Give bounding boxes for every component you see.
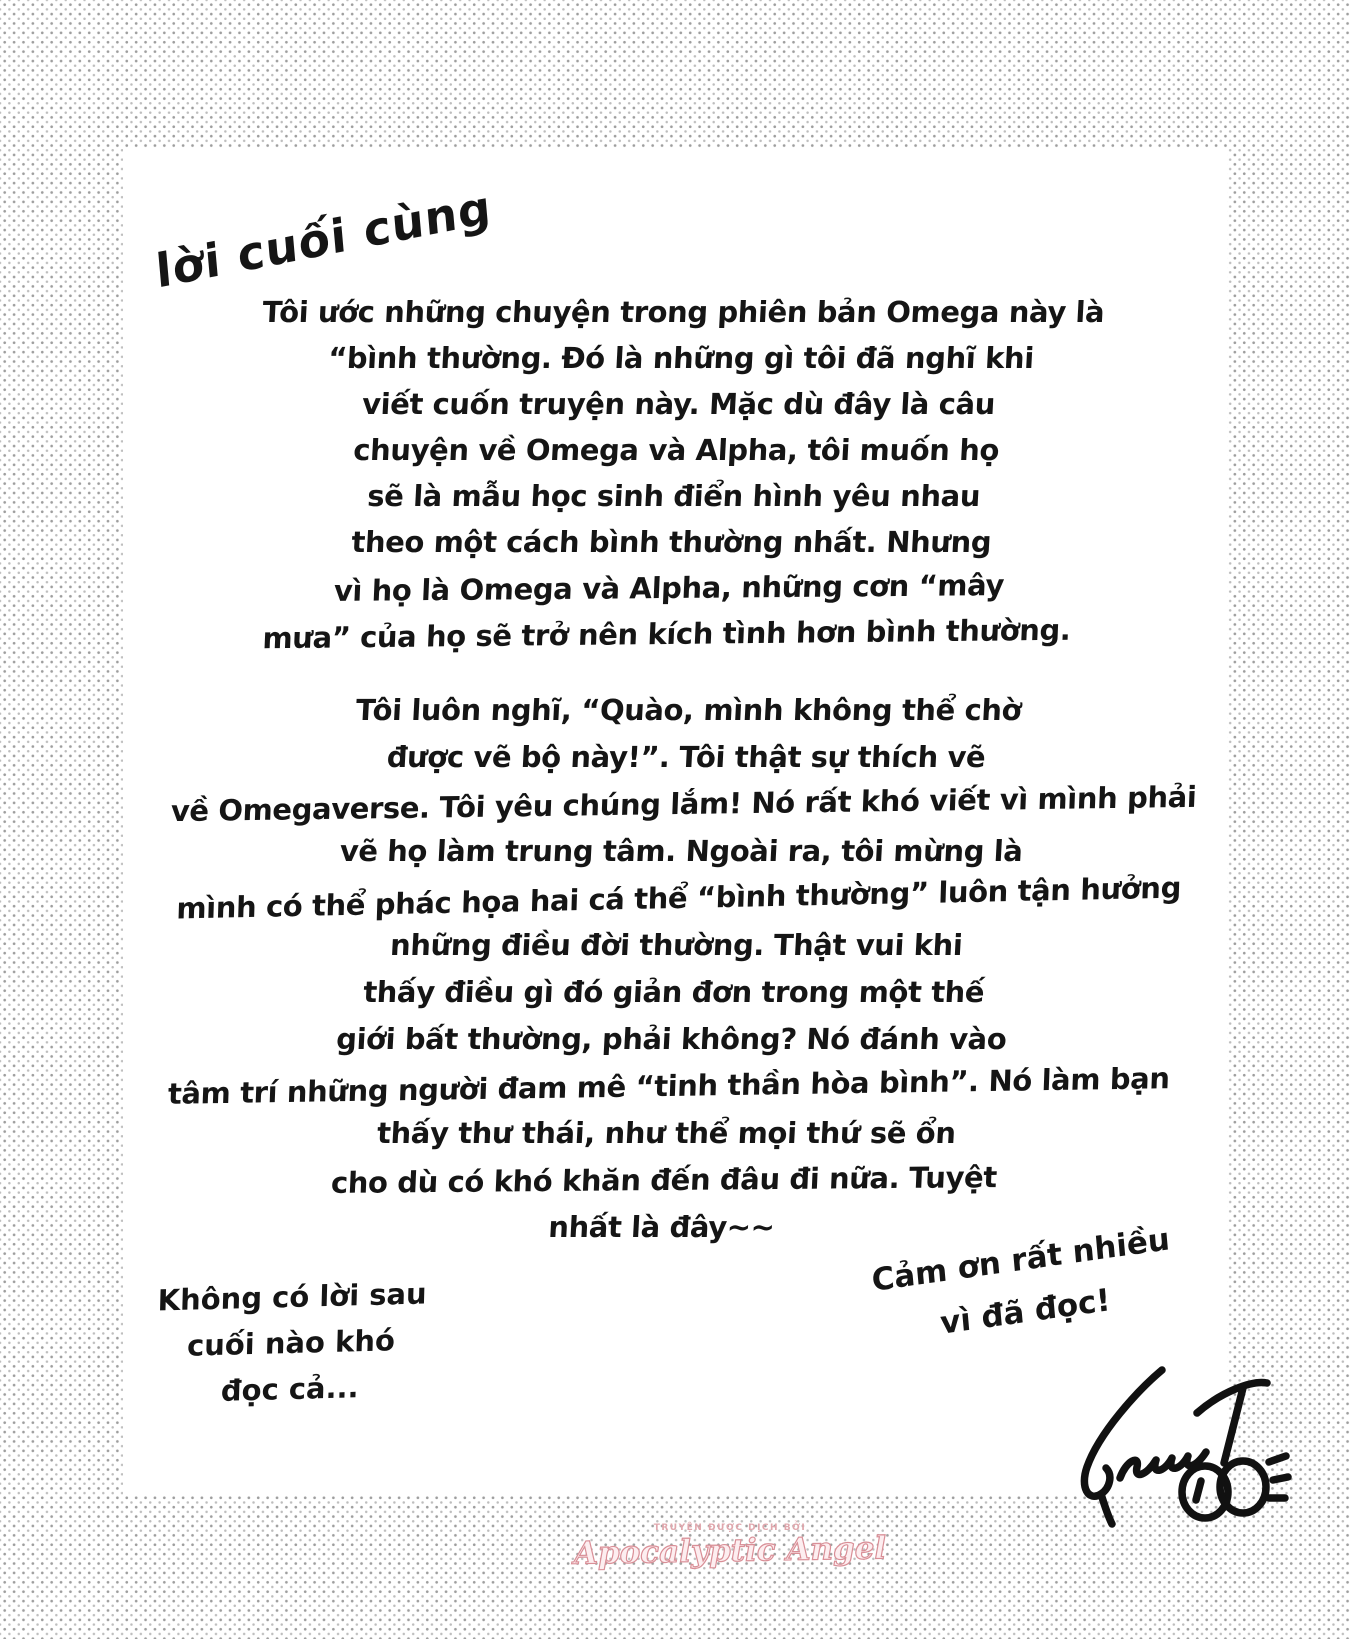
afterword-line: cho dù có khó khăn đến đâu đi nữa. Tuyệt <box>330 1160 998 1200</box>
afterword-paragraph-2 <box>108 687 1242 1251</box>
signature-handwriting-icon <box>1005 1315 1305 1530</box>
afterword-line: chuyện về Omega và Alpha, tôi muốn họ <box>352 433 1000 467</box>
afterword-line: vẽ họ làm trung tâm. Ngoài ra, tôi mừng là <box>338 834 1024 868</box>
afterword-line: mưa” của họ sẽ trở nên kích tình hơn bình thường. <box>261 612 1072 656</box>
afterword-line: thấy thư thái, như thể mọi thứ sẽ ổn <box>376 1116 957 1150</box>
afterword-line: tâm trí những người đam mê “tinh thần hòa bình”. Nó làm bạn <box>167 1061 1171 1111</box>
afterword-line: sẽ là mẫu học sinh điển hình yêu nhau <box>366 479 982 513</box>
afterword-line: viết cuốn truyện này. Mặc dù đây là câu <box>361 387 996 421</box>
afterword-line: nhất là đây~~ <box>547 1210 776 1244</box>
afterword-line: giới bất thường, phải không? Nó đánh vào <box>335 1022 1008 1056</box>
thanks-note-line: Cảm ơn rất nhiều <box>870 1221 1172 1299</box>
afterword-line: “bình thường. Đó là những gì tôi đã nghĩ khi <box>327 341 1035 375</box>
translator-watermark <box>555 1523 905 1572</box>
afterword-line: những điều đời thường. Thật vui khi <box>389 928 964 962</box>
afterword-line: về Omegaverse. Tôi yêu chúng lắm! Nó rất khó viết vì mình phải <box>170 779 1198 829</box>
translator-note-line: cuối nào khó <box>186 1323 396 1363</box>
afterword-line: theo một cách bình thường nhất. Nhưng <box>350 525 993 559</box>
afterword-title: lời cuối cùng <box>153 179 494 299</box>
afterword-paragraph-1 <box>113 289 1236 657</box>
afterword-line: được vẽ bộ này!”. Tôi thật sự thích vẽ <box>385 740 987 774</box>
translator-note-line: đọc cả... <box>220 1370 360 1408</box>
thanks-note-line: vì đã đọc! <box>938 1282 1112 1342</box>
afterword-line: mình có thể phác họa hai cá thể “bình thường” luôn tận hưởng <box>175 870 1182 926</box>
afterword-line: Tôi ước những chuyện trong phiên bản Omega này là <box>261 295 1106 329</box>
watermark-logo: Apocalyptic Angel <box>573 1530 887 1572</box>
author-signature <box>1005 1315 1305 1530</box>
afterword-line: thấy điều gì đó giản đơn trong một thế <box>362 975 986 1009</box>
translator-note-line: Không có lời sau <box>157 1276 428 1318</box>
translator-note <box>149 1270 433 1415</box>
afterword-white-panel <box>123 148 1227 1495</box>
watermark-credit-text: TRUYỆN ĐƯỢC DỊCH BỞI <box>653 1523 807 1533</box>
afterword-line: Tôi luôn nghĩ, “Quào, mình không thể chờ <box>355 693 1023 727</box>
afterword-line: vì họ là Omega và Alpha, những cơn “mây <box>333 568 1005 608</box>
